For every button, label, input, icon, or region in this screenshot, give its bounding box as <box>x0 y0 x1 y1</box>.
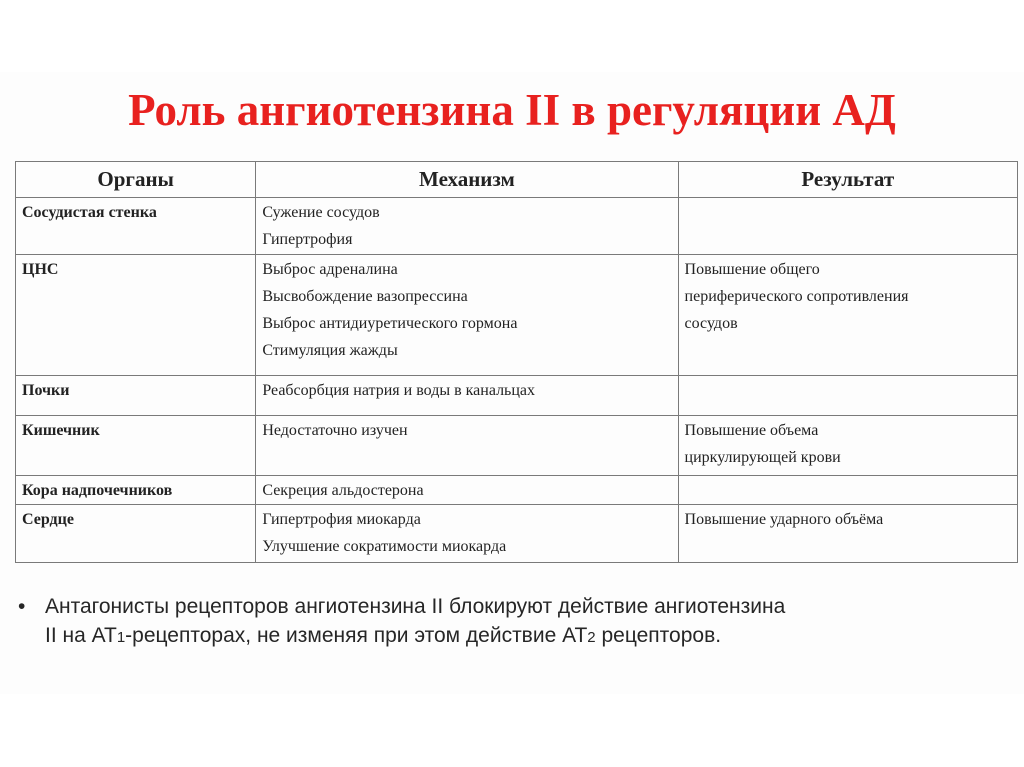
organ-cell: Кишечник <box>16 416 256 476</box>
footnote-text <box>45 592 1008 652</box>
mechanism-line: Секреция альдостерона <box>262 482 424 499</box>
mechanism-line: Выброс антидиуретического гормона <box>262 315 518 332</box>
mechanism-cell <box>256 476 678 505</box>
regulation-table <box>15 161 1018 563</box>
mechanism-cell <box>256 416 678 476</box>
mechanism-line: Гипертрофия миокарда <box>262 511 421 528</box>
footnote-bullet <box>18 592 1008 652</box>
table-row <box>16 376 1018 416</box>
result-cell <box>678 198 1017 255</box>
table-row <box>16 476 1018 505</box>
header-mechanism: Механизм <box>256 162 678 198</box>
mechanism-line: Выброс адреналина <box>262 261 398 278</box>
result-line: Повышение общего <box>684 261 820 278</box>
at2-subscript: 2 <box>587 629 596 646</box>
footnote-part: рецепторов. <box>595 624 722 647</box>
mechanism-line: Гипертрофия <box>262 231 353 248</box>
at1-subscript: 1 <box>116 629 126 646</box>
result-line: Повышение ударного объёма <box>684 511 884 528</box>
mechanism-cell <box>256 198 678 255</box>
table-row <box>16 198 1018 255</box>
footnote-part: II на АТ <box>45 624 117 647</box>
organ-cell: Кора надпочечников <box>16 476 256 505</box>
mechanism-line: Недостаточно изучен <box>262 422 408 439</box>
bullet-marker: • <box>18 595 26 618</box>
result-cell <box>678 416 1017 476</box>
header-result: Результат <box>678 162 1017 198</box>
organ-cell: ЦНС <box>16 255 256 376</box>
mechanism-line: Стимуляция жажды <box>262 342 398 359</box>
organ-cell: Почки <box>16 376 256 416</box>
mechanism-cell <box>256 505 678 563</box>
result-cell <box>678 476 1017 505</box>
table-row <box>16 416 1018 476</box>
organ-cell: Сердце <box>16 505 256 563</box>
result-line: периферического сопротивления <box>684 288 909 305</box>
result-cell <box>678 505 1017 563</box>
mechanism-line: Сужение сосудов <box>262 204 380 221</box>
footnote-line-2 <box>45 621 1008 652</box>
table-row <box>16 505 1018 563</box>
mechanism-cell <box>256 255 678 376</box>
result-cell <box>678 255 1017 376</box>
slide-title: Роль ангиотензина II в регуляции АД <box>128 85 896 135</box>
header-organs: Органы <box>16 162 256 198</box>
table-header-row <box>16 162 1018 198</box>
result-cell <box>678 376 1017 416</box>
mechanism-line: Высвобождение вазопрессина <box>262 288 468 305</box>
mechanism-line: Реабсорбция натрия и воды в канальцах <box>262 382 536 399</box>
footnote-part: -рецепторах, не изменяя при этом действие АТ <box>125 624 588 647</box>
result-line: циркулирующей крови <box>684 449 841 466</box>
organ-cell: Сосудистая стенка <box>16 198 256 255</box>
footnote-line-1: Антагонисты рецепторов ангиотензина II блокируют действие ангиотензина <box>45 595 786 618</box>
mechanism-line: Улучшение сократимости миокарда <box>262 538 507 555</box>
mechanism-cell <box>256 376 678 416</box>
result-line: Повышение объема <box>684 422 819 439</box>
result-line: сосудов <box>684 315 738 332</box>
table-row <box>16 255 1018 376</box>
